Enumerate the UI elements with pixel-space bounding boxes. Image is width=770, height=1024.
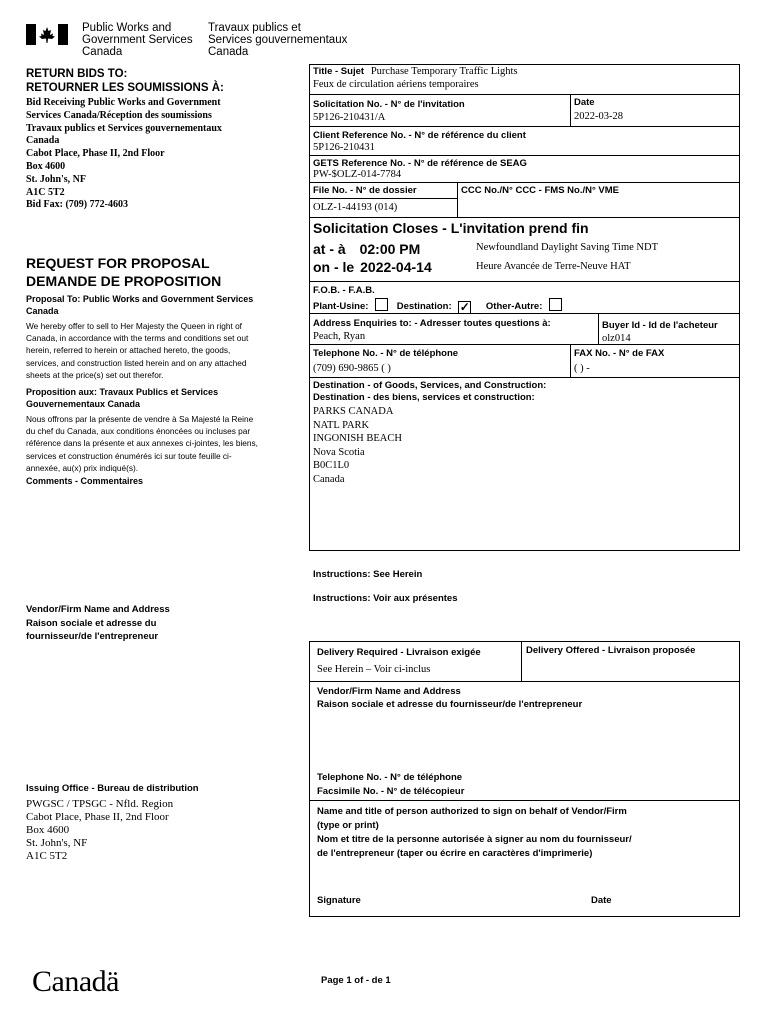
destination-heading: Destination - of Goods, Services, and Construction: Destination - des biens, services et construction:: [313, 380, 547, 403]
client-ref-value: 5P126-210431: [313, 142, 375, 153]
return-bids-heading: RETURN BIDS TO: RETOURNER LES SOUMISSIONS À:: [26, 68, 224, 94]
issuing-office-address: PWGSC / TPSGC - Nfld. Region Cabot Place, Phase II, 2nd Floor Box 4600 St. John's, NF A1C 5T2: [26, 798, 174, 862]
canada-flag-icon: [26, 24, 68, 45]
delivery-required-value: See Herein – Voir ci-inclus: [317, 664, 431, 675]
vendor-name-label-left: Vendor/Firm Name and Address Raison sociale et adresse du fournisseur/de l'entrepreneur: [26, 604, 170, 642]
fax-label: FAX No. - N° de FAX: [574, 348, 665, 359]
timezone-en: Newfoundland Daylight Saving Time NDT: [476, 242, 658, 253]
file-label: File No. - N° de dossier: [313, 185, 417, 196]
solicitation-value: 5P126-210431/A: [313, 112, 386, 123]
return-bids-address: Bid Receiving Public Works and Government Services Canada/Réception des soumissions Travaux publics et Services gouvernementaux Canada Cabot Place, Phase II, 2nd Floor Box 4600 St. John's, NF A1C 5T2 Bid Fax: (709) 772-4603: [26, 97, 222, 211]
gets-label: GETS Reference No. - N° de référence de SEAG: [313, 158, 527, 169]
page-number: Page 1 of - de 1: [321, 975, 391, 986]
delivery-offered-label: Delivery Offered - Livraison proposée: [526, 645, 696, 656]
fax-value: ( ) -: [574, 363, 590, 374]
proposal-body-fr: Nous offrons par la présente de vendre à Sa Majesté la Reine du chef du Canada, aux conditions énoncées ou incluses par référence dans la présente et aux annexes ci-jointes, les biens, services et construction énumérés ici sur toute feuille ci-annexée, au(x) prix indiqué(s).: [26, 414, 258, 473]
authorized-person-label: Name and title of person authorized to sign on behalf of Vendor/Firm (type or print) Nom et titre de la personne autorisée à signer au nom du fournisseur/ de l'entrepreneur (taper ou écrire en caractères d'imprimerie): [317, 806, 632, 859]
other-label: Other-Autre:: [485, 301, 543, 312]
date-value: 2022-03-28: [574, 111, 623, 122]
destination-label: Destination:: [396, 301, 452, 312]
delivery-required-label: Delivery Required - Livraison exigée: [317, 647, 481, 658]
address-enquiries-value: Peach, Ryan: [313, 331, 366, 342]
buyer-id-label: Buyer Id - Id de l'acheteur: [602, 320, 718, 331]
plant-checkbox[interactable]: [375, 298, 388, 311]
file-value: OLZ-1-44193 (014): [313, 202, 398, 213]
telephone-label: Telephone No. - N° de téléphone: [313, 348, 459, 359]
canada-wordmark: Canadä: [32, 965, 119, 998]
closes-title: Solicitation Closes - L'invitation prend fin: [313, 220, 589, 236]
fob-options: [313, 298, 562, 314]
checkmark-icon: ✓: [459, 300, 470, 314]
ccc-label: CCC No./N° CCC - FMS No./N° VME: [461, 185, 620, 196]
solicitation-label: Solicitation No. - N° de l'invitation: [313, 99, 465, 110]
other-checkbox[interactable]: [549, 298, 562, 311]
dept-name-fr: Travaux publics et Services gouvernementaux Canada: [208, 22, 348, 58]
address-enquiries-label: Address Enquiries to: - Adresser toutes questions à:: [313, 318, 551, 329]
signature-date-label: Date: [591, 895, 612, 906]
close-date: 2022-04-14: [360, 259, 432, 275]
title-field: [313, 66, 518, 77]
destination-address: PARKS CANADA NATL PARK INGONISH BEACH Nova Scotia B0C1L0 Canada: [313, 406, 402, 485]
telephone-value: (709) 690-9865 ( ): [313, 363, 391, 374]
on-label: on - le: [313, 259, 355, 275]
signature-label: Signature: [317, 895, 361, 906]
issuing-office-label: Issuing Office - Bureau de distribution: [26, 783, 199, 794]
close-time-row: [313, 241, 420, 257]
proposal-to-en: Proposal To: Public Works and Government Services Canada: [26, 294, 254, 316]
client-ref-label: Client Reference No. - N° de référence du client: [313, 130, 526, 141]
instructions-en: Instructions: See Herein: [313, 569, 423, 580]
title-value-fr: Feux de circulation aériens temporaires: [313, 79, 479, 90]
dept-name-en: Public Works and Government Services Canada: [82, 22, 193, 58]
instructions-fr: Instructions: Voir aux présentes: [313, 593, 458, 604]
vendor-phone-fax-label: Telephone No. - N° de téléphone Facsimile No. - N° de télécopieur: [317, 772, 465, 797]
comments-label: Comments - Commentaires: [26, 476, 144, 486]
timezone-fr: Heure Avancée de Terre-Neuve HAT: [476, 261, 631, 272]
gets-value: PW-$OLZ-014-7784: [313, 169, 402, 180]
title-value: Purchase Temporary Traffic Lights: [370, 66, 518, 77]
at-label: at - à: [313, 241, 346, 257]
buyer-id-value: olz014: [602, 333, 631, 344]
proposal-to-fr: Proposition aux: Travaux Publics et Services Gouvernementaux Canada: [26, 387, 219, 409]
close-date-row: [313, 259, 432, 275]
title-label: Title - Sujet: [313, 66, 365, 77]
fob-label: F.O.B. - F.A.B.: [313, 285, 375, 296]
vendor-name-label: Vendor/Firm Name and Address Raison sociale et adresse du fournisseur/de l'entrepreneur: [317, 686, 583, 710]
plant-label: Plant-Usine:: [313, 301, 369, 312]
rfp-heading: REQUEST FOR PROPOSAL DEMANDE DE PROPOSITION: [26, 255, 222, 289]
proposal-body-en: We hereby offer to sell to Her Majesty the Queen in right of Canada, in accordance with the terms and conditions set out herein, referred to herein or attached hereto, the goods, services, and construction listed herein and on any attached sheets at the price(s) set out therefor.: [26, 321, 249, 380]
date-label: Date: [574, 97, 595, 108]
close-time: 02:00 PM: [359, 241, 421, 257]
